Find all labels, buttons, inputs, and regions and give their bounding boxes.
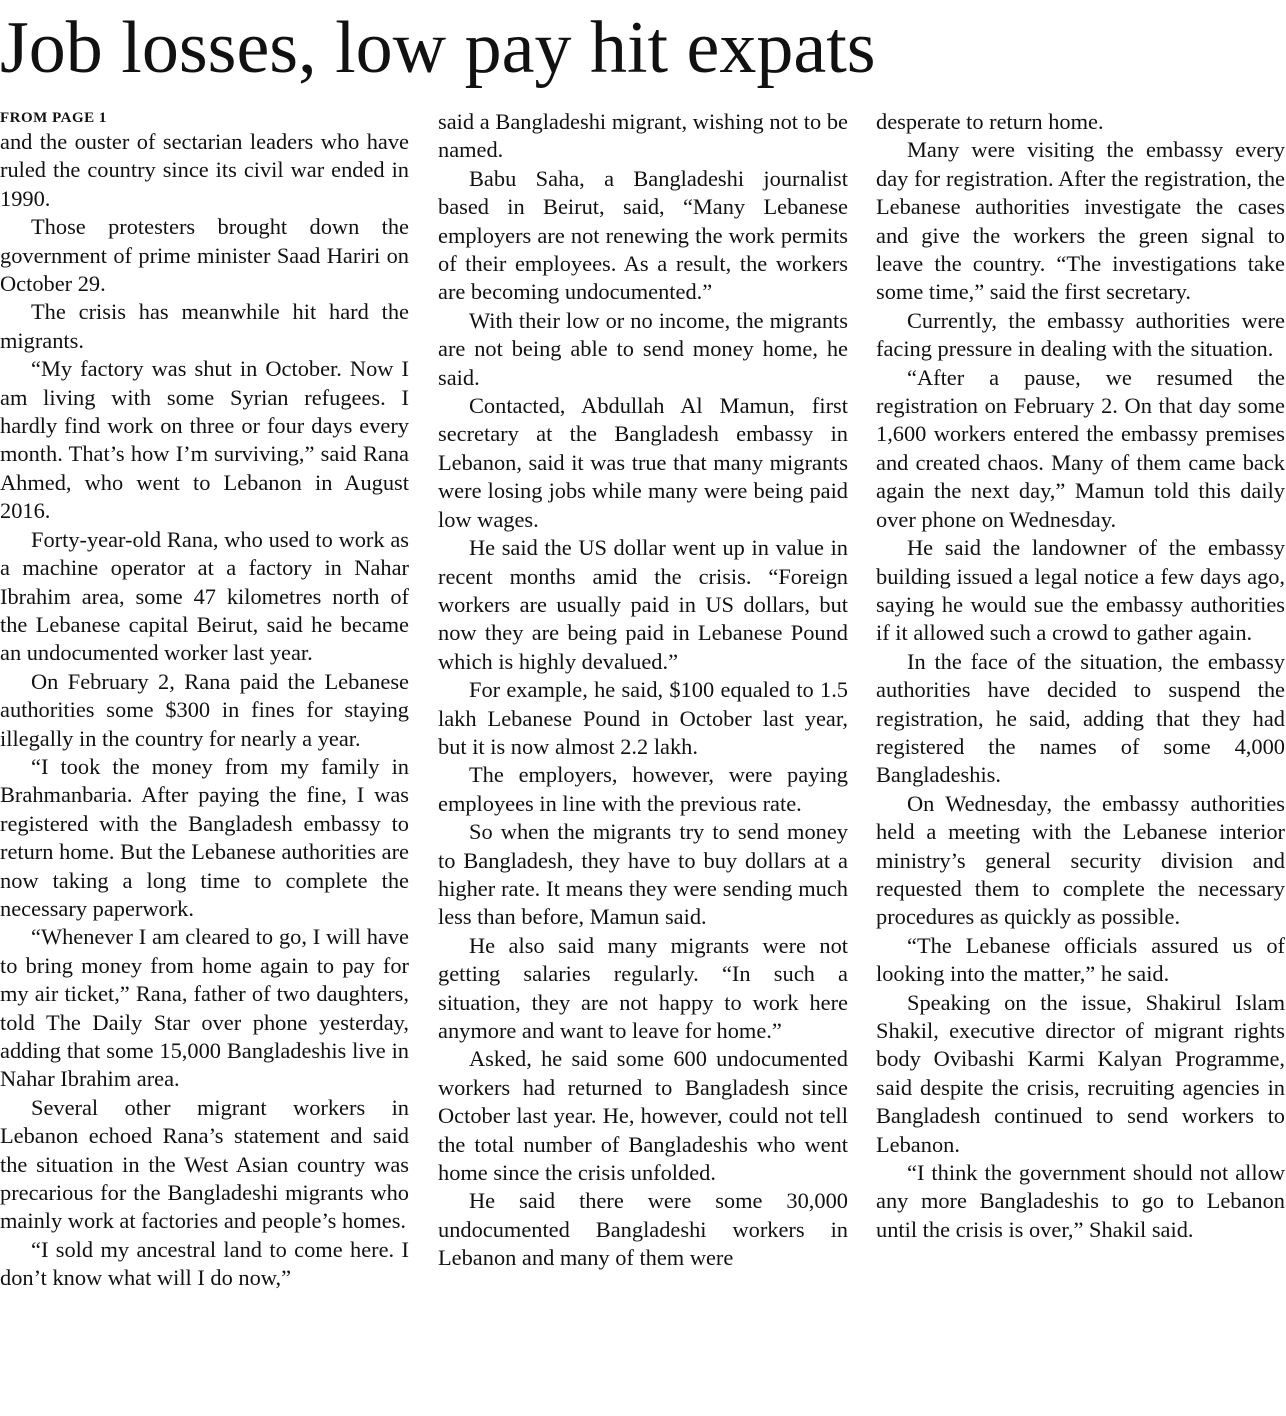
paragraph: Babu Saha, a Bangladeshi journalist based in Beirut, said, “Many Lebanese employers are not renewing the work permits of their employees. As a result, the workers are becoming undocumented.”	[438, 165, 848, 305]
paragraph: Currently, the embassy authorities were facing pressure in dealing with the situation.	[876, 307, 1285, 362]
paragraph: He said the landowner of the embassy building issued a legal notice a few days ago, saying he would sue the embassy authorities if it allowed such a crowd to gather again.	[876, 535, 1285, 646]
paragraph: Contacted, Abdullah Al Mamun, first secretary at the Bangladesh embassy in Lebanon, said it was true that many migrants were losing jobs while many were being paid low wages.	[438, 393, 848, 532]
article-column-2	[438, 108, 848, 1273]
paragraph: “Whenever I am cleared to go, I will have to bring money from home again to pay for my air ticket,” Rana, father of two daughters, told The Daily Star over phone yesterday, adding that some 15,000 Bangladeshis live in Nahar Ibrahim area.	[0, 924, 409, 1092]
paragraph: Several other migrant workers in Lebanon echoed Rana’s statement and said the situation in the West Asian country was precarious for the Bangladeshi migrants who mainly work at factories and people’s homes.	[0, 1094, 409, 1234]
paragraph: So when the migrants try to send money to Bangladesh, they have to buy dollars at a higher rate. It means they were sending much less than before, Mamun said.	[438, 819, 848, 930]
paragraph: “I sold my ancestral land to come here. I don’t know what will I do now,”	[0, 1236, 409, 1291]
paragraph: The crisis has meanwhile hit hard the migrants.	[0, 299, 409, 353]
paragraph: and the ouster of sectarian leaders who have ruled the country since its civil war ended in 1990.	[0, 129, 409, 211]
paragraph: With their low or no income, the migrants are not being able to send money home, he said.	[438, 307, 848, 390]
headline: Job losses, low pay hit expats	[0, 7, 876, 89]
paragraph: said a Bangladeshi migrant, wishing not to be named.	[438, 109, 848, 163]
paragraph: Speaking on the issue, Shakirul Islam Shakil, executive director of migrant rights body Ovibashi Karmi Kalyan Programme, said despite the crisis, recruiting agencies in Bangladesh continued to send workers to Lebanon.	[876, 989, 1285, 1157]
paragraph: On February 2, Rana paid the Lebanese authorities some $300 in fines for staying illegally in the country for nearly a year.	[0, 668, 409, 751]
paragraph: “After a pause, we resumed the registration on February 2. On that day some 1,600 workers entered the embassy premises and created chaos. Many of them came back again the next day,” Mamun told this daily over phone on Wednesday.	[876, 364, 1285, 532]
kicker-from-page: FROM PAGE 1	[0, 110, 107, 126]
paragraph: Those protesters brought down the government of prime minister Saad Hariri on October 29.	[0, 214, 409, 297]
paragraph: He also said many migrants were not getting salaries regularly. “In such a situation, they are not happy to work here anymore and want to leave for home.”	[438, 932, 848, 1043]
paragraph: “I took the money from my family in Brahmanbaria. After paying the fine, I was registered with the Bangladesh embassy to return home. But the Lebanese authorities are now taking a long time to complete the necessary paperwork.	[0, 753, 409, 921]
paragraph: “The Lebanese officials assured us of looking into the matter,” he said.	[876, 932, 1285, 987]
paragraph: “My factory was shut in October. Now I am living with some Syrian refugees. I hardly find work on three or four days every month. That’s how I’m surviving,” said Rana Ahmed, who went to Lebanon in August 2016.	[0, 356, 409, 524]
paragraph: He said there were some 30,000 undocumented Bangladeshi workers in Lebanon and many of them were	[438, 1188, 848, 1271]
paragraph: In the face of the situation, the embassy authorities have decided to suspend the registration, he said, adding that they had registered the names of some 4,000 Bangladeshis.	[876, 648, 1285, 788]
paragraph: Asked, he said some 600 undocumented workers had returned to Bangladesh since October last year. He, however, could not tell the total number of Bangladeshis who went home since the crisis unfolded.	[438, 1046, 848, 1186]
paragraph: Many were visiting the embassy every day for registration. After the registration, the Lebanese authorities investigate the cases and give the workers the green signal to leave the country. “The investigations take some time,” said the first secretary.	[876, 137, 1285, 305]
paragraph: desperate to return home.	[876, 109, 1104, 134]
paragraph: On Wednesday, the embassy authorities held a meeting with the Lebanese interior ministry’s general security division and requested them to complete the necessary procedures as quickly as possible.	[876, 790, 1285, 930]
paragraph: For example, he said, $100 equaled to 1.5 lakh Lebanese Pound in October last year, but it is now almost 2.2 lakh.	[438, 677, 848, 759]
article-column-3	[876, 108, 1285, 1244]
paragraph: “I think the government should not allow any more Bangladeshis to go to Lebanon until the crisis is over,” Shakil said.	[876, 1160, 1285, 1242]
paragraph: He said the US dollar went up in value in recent months amid the crisis. “Foreign workers are usually paid in US dollars, but now they are being paid in Lebanese Pound which is highly devalued.”	[438, 535, 848, 674]
article-column-1	[0, 108, 409, 1293]
paragraph: Forty-year-old Rana, who used to work as a machine operator at a factory in Nahar Ibrahim area, some 47 kilometres north of the Lebanese capital Beirut, said he became an undocumented worker last year.	[0, 526, 409, 666]
paragraph: The employers, however, were paying employees in line with the previous rate.	[438, 762, 848, 816]
